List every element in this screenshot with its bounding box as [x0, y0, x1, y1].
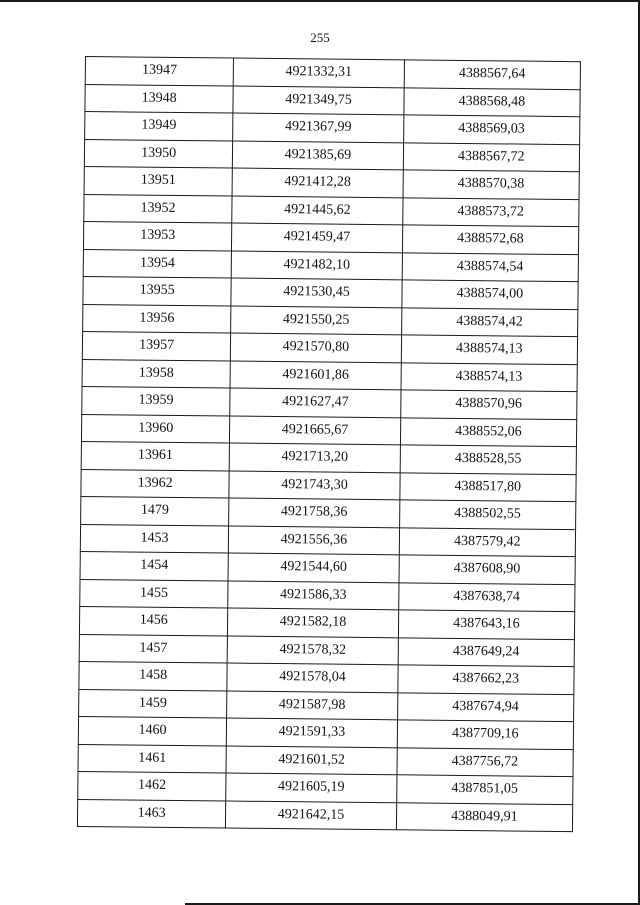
y-coordinate-cell: 4388528,55: [400, 445, 577, 474]
x-coordinate-cell: 4921601,52: [226, 746, 397, 775]
y-coordinate-cell: 4388049,91: [396, 802, 573, 831]
point-number-cell: 13957: [82, 331, 231, 360]
point-number-cell: 1453: [80, 524, 229, 553]
y-coordinate-cell: 4388574,13: [401, 362, 578, 391]
point-number-cell: 13955: [83, 276, 232, 305]
x-coordinate-cell: 4921578,04: [227, 663, 398, 692]
point-number-cell: 13959: [82, 386, 231, 415]
x-coordinate-cell: 4921332,31: [233, 58, 404, 87]
point-number-cell: 1455: [80, 579, 229, 608]
x-coordinate-cell: 4921586,33: [228, 581, 399, 610]
point-number-cell: 13949: [85, 112, 234, 141]
x-coordinate-cell: 4921642,15: [226, 801, 397, 830]
x-coordinate-cell: 4921587,98: [227, 691, 398, 720]
y-coordinate-cell: 4388574,13: [401, 335, 578, 364]
x-coordinate-cell: 4921459,47: [232, 223, 403, 252]
x-coordinate-cell: 4921578,32: [227, 636, 398, 665]
y-coordinate-cell: 4387638,74: [398, 582, 575, 611]
y-coordinate-cell: 4387756,72: [397, 747, 574, 776]
x-coordinate-cell: 4921743,30: [229, 471, 400, 500]
point-number-cell: 13962: [81, 469, 230, 498]
point-number-cell: 13961: [81, 441, 230, 470]
y-coordinate-cell: 4387579,42: [399, 527, 576, 556]
coordinates-table-body: [77, 57, 580, 832]
x-coordinate-cell: 4921758,36: [229, 498, 400, 527]
point-number-cell: 1457: [79, 634, 228, 663]
point-number-cell: 13950: [84, 139, 233, 168]
point-number-cell: 1479: [81, 496, 230, 525]
coordinates-table: [77, 56, 581, 832]
point-number-cell: 1456: [79, 606, 228, 635]
y-coordinate-cell: 4387674,94: [397, 692, 574, 721]
y-coordinate-cell: 4388567,64: [404, 60, 581, 89]
y-coordinate-cell: 4388573,72: [402, 197, 579, 226]
x-coordinate-cell: 4921385,69: [233, 141, 404, 170]
x-coordinate-cell: 4921556,36: [229, 526, 400, 555]
point-number-cell: 13960: [81, 414, 230, 443]
point-number-cell: 13953: [83, 221, 232, 250]
y-coordinate-cell: 4388568,48: [404, 87, 581, 116]
x-coordinate-cell: 4921367,99: [233, 113, 404, 142]
table-row: [77, 799, 572, 832]
x-coordinate-cell: 4921601,86: [230, 361, 401, 390]
point-number-cell: 13951: [84, 166, 233, 195]
point-number-cell: 13956: [83, 304, 232, 333]
y-coordinate-cell: 4387643,16: [398, 610, 575, 639]
y-coordinate-cell: 4388572,68: [402, 225, 579, 254]
y-coordinate-cell: 4388574,54: [402, 252, 579, 281]
y-coordinate-cell: 4388574,42: [401, 307, 578, 336]
x-coordinate-cell: 4921605,19: [226, 773, 397, 802]
y-coordinate-cell: 4387662,23: [398, 665, 575, 694]
y-coordinate-cell: 4387608,90: [399, 555, 576, 584]
point-number-cell: 1454: [80, 551, 229, 580]
x-coordinate-cell: 4921570,80: [231, 333, 402, 362]
x-coordinate-cell: 4921544,60: [228, 553, 399, 582]
point-number-cell: 1463: [77, 799, 226, 828]
x-coordinate-cell: 4921591,33: [227, 718, 398, 747]
y-coordinate-cell: 4387851,05: [396, 775, 573, 804]
y-coordinate-cell: 4388570,96: [400, 390, 577, 419]
y-coordinate-cell: 4388552,06: [400, 417, 577, 446]
x-coordinate-cell: 4921530,45: [231, 278, 402, 307]
point-number-cell: 13948: [85, 84, 234, 113]
x-coordinate-cell: 4921582,18: [228, 608, 399, 637]
point-number-cell: 1460: [78, 716, 227, 745]
point-number-cell: 1459: [79, 689, 228, 718]
page-number: 255: [310, 30, 330, 45]
point-number-cell: 1461: [78, 744, 227, 773]
y-coordinate-cell: 4388567,72: [403, 142, 580, 171]
point-number-cell: 13954: [83, 249, 232, 278]
point-number-cell: 13952: [84, 194, 233, 223]
y-coordinate-cell: 4388574,00: [402, 280, 579, 309]
x-coordinate-cell: 4921665,67: [230, 416, 401, 445]
x-coordinate-cell: 4921445,62: [232, 196, 403, 225]
point-number-cell: 13958: [82, 359, 231, 388]
x-coordinate-cell: 4921482,10: [231, 251, 402, 280]
y-coordinate-cell: 4388517,80: [400, 472, 577, 501]
x-coordinate-cell: 4921550,25: [231, 306, 402, 335]
x-coordinate-cell: 4921627,47: [230, 388, 401, 417]
x-coordinate-cell: 4921713,20: [229, 443, 400, 472]
y-coordinate-cell: 4387649,24: [398, 637, 575, 666]
page-edge-top: [0, 0, 640, 2]
x-coordinate-cell: 4921412,28: [232, 168, 403, 197]
y-coordinate-cell: 4387709,16: [397, 720, 574, 749]
y-coordinate-cell: 4388569,03: [403, 115, 580, 144]
point-number-cell: 13947: [85, 57, 234, 86]
point-number-cell: 1462: [78, 771, 227, 800]
point-number-cell: 1458: [79, 661, 228, 690]
x-coordinate-cell: 4921349,75: [233, 86, 404, 115]
y-coordinate-cell: 4388570,38: [403, 170, 580, 199]
y-coordinate-cell: 4388502,55: [399, 500, 576, 529]
